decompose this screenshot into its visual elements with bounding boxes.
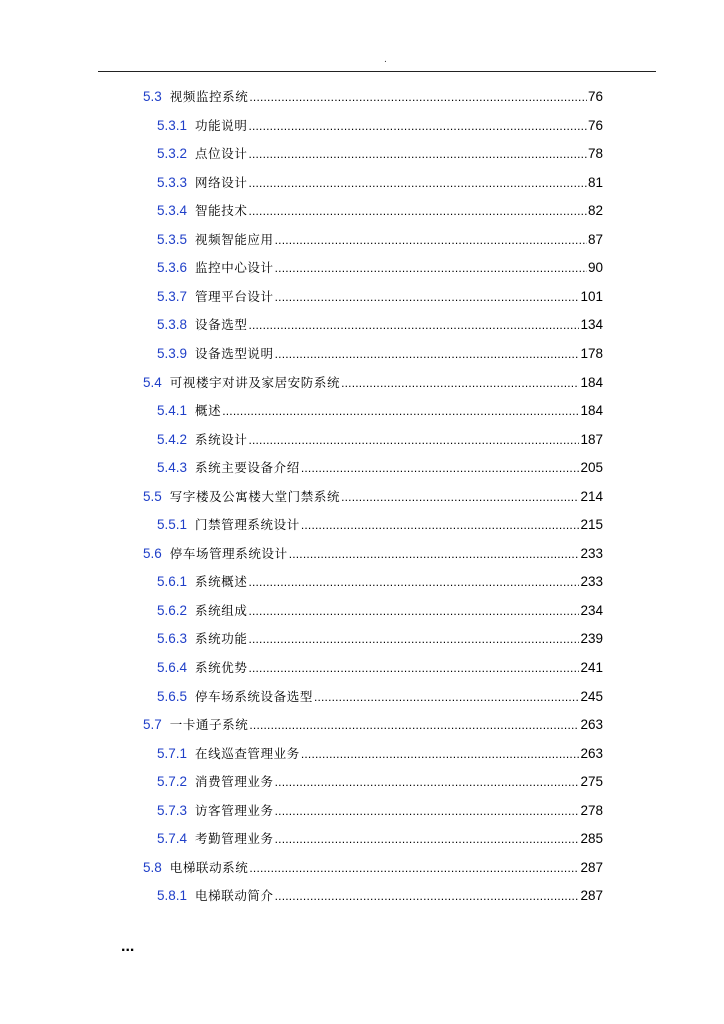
toc-leader-dots	[248, 601, 579, 621]
toc-entry[interactable]	[157, 287, 603, 307]
toc-entry[interactable]	[157, 315, 603, 335]
header-rule	[98, 71, 656, 72]
toc-entry-number[interactable]: 5.3.9	[157, 345, 188, 361]
toc-entry-title: 系统组成	[195, 602, 248, 618]
toc-entry-page-number: 239	[580, 631, 603, 647]
toc-leader-dots	[275, 258, 587, 278]
toc-entry-title: 停车场管理系统设计	[169, 545, 288, 561]
toc-entry-number[interactable]: 5.3.6	[157, 260, 188, 276]
toc-entry-page-number: 205	[580, 460, 603, 476]
toc-entry-number[interactable]: 5.6.2	[157, 602, 188, 618]
toc-leader-dots	[248, 315, 579, 335]
toc-leader-dots	[249, 715, 579, 735]
toc-entry[interactable]	[157, 430, 603, 450]
toc-entry[interactable]	[157, 687, 603, 707]
toc-entry-page-number: 184	[580, 403, 603, 419]
toc-entry[interactable]	[157, 801, 603, 821]
toc-entry-title: 系统概述	[195, 574, 248, 590]
toc-entry-title: 设备选型	[195, 317, 248, 333]
toc-entry-title: 系统功能	[195, 631, 248, 647]
toc-entry[interactable]	[143, 858, 603, 878]
toc-entry-page-number: 233	[580, 545, 603, 561]
toc-entry-number[interactable]: 5.6.3	[157, 631, 188, 647]
toc-entry-title: 视频监控系统	[169, 89, 249, 104]
toc-entry[interactable]	[143, 715, 603, 735]
toc-entry-page-number: 263	[580, 745, 603, 761]
toc-leader-dots	[341, 373, 579, 393]
toc-entry-page-number: 76	[587, 89, 603, 104]
toc-entry[interactable]	[157, 173, 603, 193]
toc-entry[interactable]	[157, 886, 603, 906]
toc-entry-page-number: 263	[580, 717, 603, 733]
toc-leader-dots	[275, 344, 580, 364]
toc-entry-number[interactable]: 5.4.1	[157, 403, 188, 419]
toc-entry-page-number: 78	[587, 146, 603, 162]
toc-entry-title: 考勤管理业务	[195, 831, 274, 847]
toc-entry-title: 系统设计	[195, 431, 248, 447]
toc-entry-number[interactable]: 5.6.4	[157, 660, 188, 675]
toc-leader-dots	[275, 829, 580, 849]
toc-entry-page-number: 285	[580, 831, 603, 847]
toc-entry-number[interactable]: 5.3.3	[157, 174, 188, 190]
toc-leader-dots	[248, 173, 587, 193]
toc-entry-page-number: 178	[580, 345, 603, 361]
toc-entry-title: 一卡通子系统	[169, 717, 249, 733]
toc-leader-dots	[249, 858, 579, 878]
toc-leader-dots	[248, 430, 579, 450]
toc-entry-number[interactable]: 5.7.1	[157, 745, 188, 761]
toc-entry-page-number: 287	[580, 888, 603, 904]
toc-entry-number[interactable]: 5.5.1	[157, 517, 188, 533]
toc-leader-dots	[248, 572, 579, 592]
toc-leader-dots	[248, 629, 579, 649]
toc-entry-number[interactable]: 5.3	[143, 89, 162, 104]
toc-entry[interactable]	[157, 258, 603, 278]
toc-entry[interactable]	[157, 458, 603, 478]
toc-entry-title: 功能说明	[195, 117, 248, 133]
toc-entry-number[interactable]: 5.3.4	[157, 203, 188, 219]
toc-leader-dots	[341, 487, 579, 507]
toc-entry[interactable]	[143, 87, 603, 107]
toc-entry-number[interactable]: 5.4.2	[157, 431, 188, 447]
toc-entry-title: 设备选型说明	[195, 345, 274, 361]
toc-entry-page-number: 101	[580, 288, 603, 304]
toc-entry-number[interactable]: 5.7.4	[157, 831, 188, 847]
toc-leader-dots	[301, 458, 580, 478]
toc-entry-page-number: 233	[580, 574, 603, 590]
toc-entry-title: 门禁管理系统设计	[195, 517, 300, 533]
toc-entry[interactable]	[157, 344, 603, 364]
toc-entry-page-number: 215	[580, 517, 603, 533]
toc-entry[interactable]	[157, 601, 603, 621]
toc-entry[interactable]	[157, 144, 603, 164]
toc-entry-number[interactable]: 5.7.3	[157, 802, 188, 818]
toc-entry[interactable]	[157, 744, 603, 764]
toc-entry-title: 概述	[195, 403, 222, 419]
toc-entry-page-number: 187	[580, 431, 603, 447]
toc-entry-number[interactable]: 5.4	[143, 374, 162, 390]
toc-entry-number[interactable]: 5.3.7	[157, 288, 188, 304]
toc-entry-page-number: 275	[580, 774, 603, 790]
toc-leader-dots	[248, 144, 587, 164]
toc-entry-page-number: 87	[587, 231, 603, 247]
toc-entry-page-number: 214	[580, 488, 603, 504]
toc-entry-page-number: 184	[580, 374, 603, 390]
toc-entry[interactable]	[157, 629, 603, 649]
toc-leader-dots	[248, 201, 587, 221]
toc-leader-dots	[289, 544, 580, 564]
toc-entry-number[interactable]: 5.3.5	[157, 231, 188, 247]
toc-entry-title: 电梯联动系统	[169, 859, 249, 875]
toc-entry-number[interactable]: 5.6.1	[157, 574, 188, 590]
toc-leader-dots	[248, 658, 579, 678]
toc-entry-page-number: 81	[587, 174, 603, 190]
toc-entry-number[interactable]: 5.3.1	[157, 117, 188, 133]
header-mark: .	[384, 55, 387, 65]
toc-entry[interactable]	[143, 487, 603, 507]
toc-entry-page-number: 287	[580, 859, 603, 875]
toc-entry-page-number: 90	[587, 260, 603, 276]
toc-leader-dots	[275, 287, 580, 307]
toc-entry-title: 电梯联动简介	[195, 888, 274, 904]
toc-entry-title: 智能技术	[195, 203, 248, 219]
toc-entry-title: 点位设计	[195, 146, 248, 162]
toc-leader-dots	[275, 886, 580, 906]
toc-entry[interactable]	[157, 515, 603, 535]
toc-entry-title: 网络设计	[195, 174, 248, 190]
toc-entry-page-number: 134	[580, 317, 603, 333]
toc-entry-title: 监控中心设计	[195, 260, 274, 276]
toc-leader-dots	[314, 687, 580, 707]
toc-leader-dots	[275, 801, 580, 821]
toc-entry-number[interactable]: 5.3.2	[157, 146, 188, 162]
toc-leader-dots	[275, 230, 587, 250]
toc-entry-number[interactable]: 5.4.3	[157, 460, 188, 476]
toc-entry[interactable]	[143, 544, 603, 564]
footer-ellipsis: ...	[121, 938, 135, 955]
toc-entry[interactable]	[157, 772, 603, 792]
toc-entry-title: 访客管理业务	[195, 802, 274, 818]
toc-entry-number[interactable]: 5.5	[143, 488, 162, 504]
toc-entry-page-number: 245	[580, 688, 603, 704]
toc-entry-title: 消费管理业务	[195, 774, 274, 790]
toc-entry-page-number: 278	[580, 802, 603, 818]
toc-entry-title: 写字楼及公寓楼大堂门禁系统	[169, 488, 341, 504]
toc-entry-page-number: 76	[587, 117, 603, 133]
toc-entry-number[interactable]: 5.7	[143, 717, 162, 733]
toc-entry[interactable]	[157, 230, 603, 250]
toc-entry-number[interactable]: 5.3.8	[157, 317, 188, 333]
toc-leader-dots	[248, 116, 587, 136]
toc-entry-title: 系统主要设备介绍	[195, 460, 300, 476]
toc-entry[interactable]	[157, 829, 603, 849]
toc-entry-title: 系统优势	[195, 660, 248, 675]
toc-entry[interactable]	[157, 572, 603, 592]
toc-entry-title: 在线巡查管理业务	[195, 745, 300, 761]
toc-entry[interactable]	[157, 401, 603, 421]
toc-leader-dots	[222, 401, 579, 421]
toc-leader-dots	[275, 772, 580, 792]
toc-entry-page-number: 82	[587, 203, 603, 219]
toc-leader-dots	[301, 515, 580, 535]
toc-entry-title: 视频智能应用	[195, 231, 274, 247]
toc-entry-number[interactable]: 5.6	[143, 545, 162, 561]
toc-entry[interactable]	[157, 116, 603, 136]
toc-entry-page-number: 241	[580, 660, 603, 675]
toc-entry-title: 管理平台设计	[195, 288, 274, 304]
toc-entry-number[interactable]: 5.8	[143, 859, 162, 875]
toc-leader-dots	[249, 87, 587, 107]
toc-entry[interactable]	[143, 373, 603, 393]
toc-entry-number[interactable]: 5.8.1	[157, 888, 188, 904]
toc-leader-dots	[301, 744, 580, 764]
toc-entry-number[interactable]: 5.6.5	[157, 688, 188, 704]
toc-entry-title: 停车场系统设备选型	[195, 688, 313, 704]
toc-entry-page-number: 234	[580, 602, 603, 618]
toc-entry-number[interactable]: 5.7.2	[157, 774, 188, 790]
toc-entry-title: 可视楼宇对讲及家居安防系统	[169, 374, 341, 390]
toc-entry[interactable]	[157, 658, 603, 678]
toc-entry[interactable]	[157, 201, 603, 221]
